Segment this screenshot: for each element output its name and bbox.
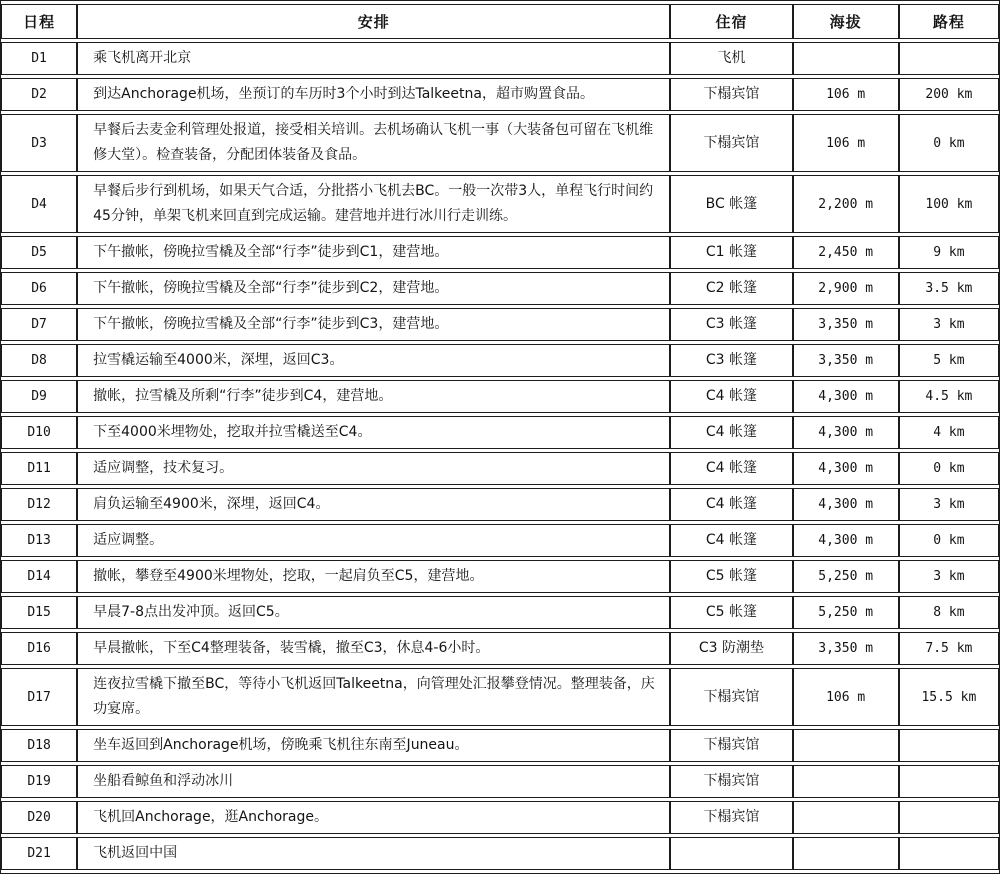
lodging-cell: 下榻宾馆 xyxy=(670,78,792,111)
table-row xyxy=(1,114,999,172)
plan-cell: 撤帐，攀登至4900米埋物处，挖取，一起肩负至C5，建营地。 xyxy=(77,560,670,593)
distance-cell: 4 km xyxy=(899,416,999,449)
distance-cell: 0 km xyxy=(899,114,999,172)
table-row xyxy=(1,729,999,762)
day-cell: D12 xyxy=(1,488,77,521)
plan-cell: 坐船看鲸鱼和浮动冰川 xyxy=(77,765,670,798)
lodging-cell: BC 帐篷 xyxy=(670,175,792,233)
day-cell: D17 xyxy=(1,668,77,726)
altitude-cell: 4,300 m xyxy=(793,488,899,521)
distance-cell xyxy=(899,801,999,834)
lodging-cell: 下榻宾馆 xyxy=(670,765,792,798)
day-cell: D8 xyxy=(1,344,77,377)
lodging-cell: 飞机 xyxy=(670,42,792,75)
distance-cell: 4.5 km xyxy=(899,380,999,413)
lodging-cell: C5 帐篷 xyxy=(670,560,792,593)
column-header-plan: 安排 xyxy=(77,4,670,39)
distance-cell: 3 km xyxy=(899,560,999,593)
plan-cell: 坐车返回到Anchorage机场，傍晚乘飞机往东南至Juneau。 xyxy=(77,729,670,762)
plan-cell: 早餐后步行到机场，如果天气合适，分批搭小飞机去BC。一般一次带3人，单程飞行时间约45分钟，单架飞机来回直到完成运输。建营地并进行冰川行走训练。 xyxy=(77,175,670,233)
day-cell: D7 xyxy=(1,308,77,341)
table-row xyxy=(1,632,999,665)
plan-cell: 飞机返回中国 xyxy=(77,837,670,870)
day-cell: D20 xyxy=(1,801,77,834)
plan-cell: 适应调整，技术复习。 xyxy=(77,452,670,485)
table-row xyxy=(1,416,999,449)
plan-cell: 撤帐，拉雪橇及所剩“行李”徒步到C4，建营地。 xyxy=(77,380,670,413)
altitude-cell: 5,250 m xyxy=(793,596,899,629)
distance-cell xyxy=(899,42,999,75)
lodging-cell: C3 防潮垫 xyxy=(670,632,792,665)
day-cell: D3 xyxy=(1,114,77,172)
day-cell: D13 xyxy=(1,524,77,557)
plan-cell: 拉雪橇运输至4000米，深埋，返回C3。 xyxy=(77,344,670,377)
lodging-cell: C3 帐篷 xyxy=(670,308,792,341)
plan-cell: 下午撤帐，傍晚拉雪橇及全部“行李”徒步到C1，建营地。 xyxy=(77,236,670,269)
lodging-cell: 下榻宾馆 xyxy=(670,668,792,726)
altitude-cell: 106 m xyxy=(793,114,899,172)
table-header xyxy=(1,4,999,39)
plan-cell: 适应调整。 xyxy=(77,524,670,557)
plan-cell: 下午撤帐，傍晚拉雪橇及全部“行李”徒步到C3，建营地。 xyxy=(77,308,670,341)
table-row xyxy=(1,175,999,233)
plan-cell: 早晨撤帐，下至C4整理装备，装雪橇，撤至C3，休息4-6小时。 xyxy=(77,632,670,665)
distance-cell: 5 km xyxy=(899,344,999,377)
altitude-cell: 4,300 m xyxy=(793,380,899,413)
day-cell: D18 xyxy=(1,729,77,762)
lodging-cell: C4 帐篷 xyxy=(670,524,792,557)
lodging-cell: 下榻宾馆 xyxy=(670,801,792,834)
distance-cell: 3.5 km xyxy=(899,272,999,305)
column-header-lodging: 住宿 xyxy=(670,4,792,39)
altitude-cell: 2,450 m xyxy=(793,236,899,269)
table-row xyxy=(1,42,999,75)
table-body xyxy=(1,42,999,870)
distance-cell: 0 km xyxy=(899,452,999,485)
altitude-cell xyxy=(793,729,899,762)
column-header-distance: 路程 xyxy=(899,4,999,39)
distance-cell: 0 km xyxy=(899,524,999,557)
table-row xyxy=(1,524,999,557)
altitude-cell xyxy=(793,801,899,834)
day-cell: D15 xyxy=(1,596,77,629)
table-row xyxy=(1,668,999,726)
distance-cell: 9 km xyxy=(899,236,999,269)
altitude-cell: 5,250 m xyxy=(793,560,899,593)
table-row xyxy=(1,308,999,341)
distance-cell: 3 km xyxy=(899,488,999,521)
lodging-cell: C4 帐篷 xyxy=(670,452,792,485)
distance-cell: 100 km xyxy=(899,175,999,233)
plan-cell: 早餐后去麦金利管理处报道，接受相关培训。去机场确认飞机一事（大装备包可留在飞机维修大堂）。检查装备，分配团体装备及食品。 xyxy=(77,114,670,172)
table-row xyxy=(1,78,999,111)
lodging-cell: C4 帐篷 xyxy=(670,380,792,413)
lodging-cell xyxy=(670,837,792,870)
lodging-cell: 下榻宾馆 xyxy=(670,114,792,172)
column-header-day: 日程 xyxy=(1,4,77,39)
day-cell: D1 xyxy=(1,42,77,75)
distance-cell: 7.5 km xyxy=(899,632,999,665)
plan-cell: 早晨7-8点出发冲顶。返回C5。 xyxy=(77,596,670,629)
lodging-cell: C1 帐篷 xyxy=(670,236,792,269)
altitude-cell xyxy=(793,42,899,75)
plan-cell: 肩负运输至4900米，深埋，返回C4。 xyxy=(77,488,670,521)
plan-cell: 飞机回Anchorage，逛Anchorage。 xyxy=(77,801,670,834)
header-row xyxy=(1,4,999,39)
table-row xyxy=(1,380,999,413)
day-cell: D2 xyxy=(1,78,77,111)
distance-cell: 8 km xyxy=(899,596,999,629)
lodging-cell: C5 帐篷 xyxy=(670,596,792,629)
day-cell: D10 xyxy=(1,416,77,449)
distance-cell: 15.5 km xyxy=(899,668,999,726)
day-cell: D16 xyxy=(1,632,77,665)
plan-cell: 下至4000米埋物处，挖取并拉雪橇送至C4。 xyxy=(77,416,670,449)
plan-cell: 下午撤帐，傍晚拉雪橇及全部“行李”徒步到C2，建营地。 xyxy=(77,272,670,305)
table-row xyxy=(1,236,999,269)
altitude-cell: 2,900 m xyxy=(793,272,899,305)
altitude-cell: 106 m xyxy=(793,668,899,726)
table-row xyxy=(1,452,999,485)
day-cell: D19 xyxy=(1,765,77,798)
day-cell: D14 xyxy=(1,560,77,593)
table-row xyxy=(1,344,999,377)
table-row xyxy=(1,560,999,593)
table-row xyxy=(1,488,999,521)
lodging-cell: 下榻宾馆 xyxy=(670,729,792,762)
altitude-cell: 4,300 m xyxy=(793,416,899,449)
distance-cell xyxy=(899,837,999,870)
column-header-altitude: 海拔 xyxy=(793,4,899,39)
table-row xyxy=(1,837,999,870)
lodging-cell: C4 帐篷 xyxy=(670,488,792,521)
lodging-cell: C3 帐篷 xyxy=(670,344,792,377)
altitude-cell: 4,300 m xyxy=(793,452,899,485)
plan-cell: 乘飞机离开北京 xyxy=(77,42,670,75)
altitude-cell: 2,200 m xyxy=(793,175,899,233)
altitude-cell: 3,350 m xyxy=(793,308,899,341)
altitude-cell xyxy=(793,765,899,798)
day-cell: D11 xyxy=(1,452,77,485)
altitude-cell: 4,300 m xyxy=(793,524,899,557)
altitude-cell: 106 m xyxy=(793,78,899,111)
plan-cell: 到达Anchorage机场，坐预订的车历时3个小时到达Talkeetna，超市购置食品。 xyxy=(77,78,670,111)
plan-cell: 连夜拉雪橇下撤至BC，等待小飞机返回Talkeetna，向管理处汇报攀登情况。整理装备，庆功宴席。 xyxy=(77,668,670,726)
table-row xyxy=(1,801,999,834)
day-cell: D9 xyxy=(1,380,77,413)
altitude-cell xyxy=(793,837,899,870)
distance-cell xyxy=(899,765,999,798)
distance-cell xyxy=(899,729,999,762)
distance-cell: 3 km xyxy=(899,308,999,341)
distance-cell: 200 km xyxy=(899,78,999,111)
day-cell: D6 xyxy=(1,272,77,305)
altitude-cell: 3,350 m xyxy=(793,632,899,665)
table-row xyxy=(1,765,999,798)
day-cell: D4 xyxy=(1,175,77,233)
altitude-cell: 3,350 m xyxy=(793,344,899,377)
table-row xyxy=(1,272,999,305)
lodging-cell: C2 帐篷 xyxy=(670,272,792,305)
day-cell: D21 xyxy=(1,837,77,870)
table-row xyxy=(1,596,999,629)
day-cell: D5 xyxy=(1,236,77,269)
lodging-cell: C4 帐篷 xyxy=(670,416,792,449)
